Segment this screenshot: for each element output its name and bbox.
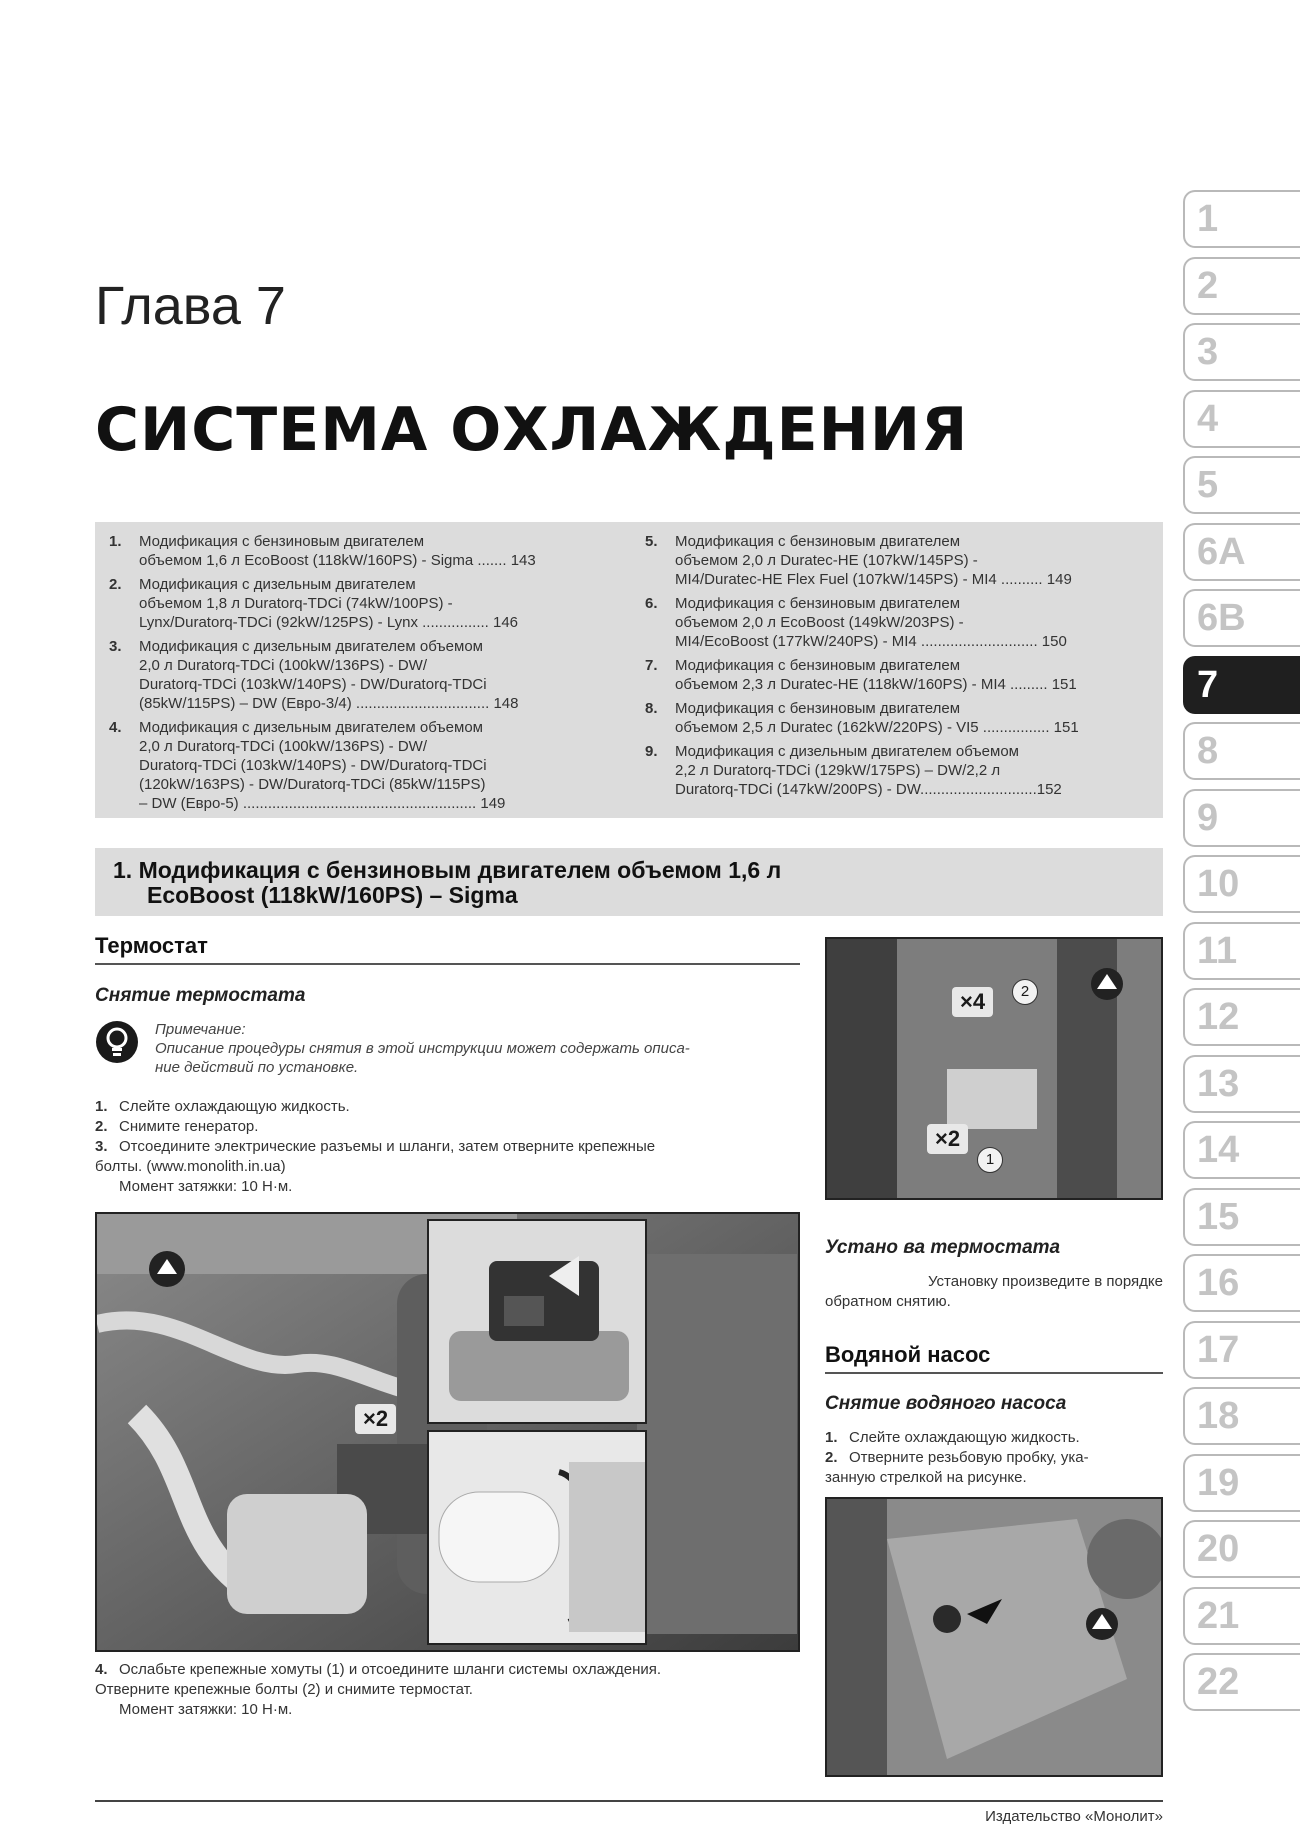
contents-box: [95, 522, 1163, 818]
contents-line: объемом 1,6 л EcoBoost (118kW/160PS) - Sigma ....... 143: [139, 552, 536, 569]
chapter-tab-21[interactable]: 21: [1183, 1587, 1300, 1645]
contents-right-column: [645, 532, 1150, 804]
contents-line: Lynx/Duratorq-TDCi (92kW/125PS) - Lynx ................ 146: [139, 614, 519, 631]
section-header: [95, 848, 1163, 916]
contents-line: (85kW/115PS) – DW (Евро-3/4) ................................ 148: [139, 695, 519, 712]
contents-line: Duratorq-TDCi (103kW/140PS) - DW/Duratorq-TDCi: [139, 757, 487, 774]
chapter-tab-18[interactable]: 18: [1183, 1387, 1300, 1445]
chapter-tab-10[interactable]: 10: [1183, 855, 1300, 913]
contents-item: 9. Модификация с дизельным двигателем объемом 2,2 л Duratorq-TDCi (129kW/175PS) – DW/2,2 л Duratorq-TDCi (147kW/200PS) - DW............................152: [645, 742, 1150, 799]
contents-line: (120kW/163PS) - DW/Duratorq-TDCi (85kW/115PS): [139, 776, 486, 793]
quantity-label-x2: ×2: [355, 1404, 396, 1434]
section-title-line2: EcoBoost (118kW/160PS) – Sigma: [147, 882, 518, 908]
chapter-tab-4[interactable]: 4: [1183, 390, 1300, 448]
contents-item: 6. Модификация с бензиновым двигателем объемом 2,0 л EcoBoost (149kW/203PS) - MI4/EcoBoost (177kW/240PS) - MI4 ............................ 150: [645, 594, 1150, 651]
contents-line: Модификация с бензиновым двигателем: [675, 657, 961, 674]
contents-left-column: [109, 532, 614, 818]
note-line-1: Описание процедуры снятия в этой инструкции может содержать описа-: [155, 1040, 690, 1057]
chapter-tab-14[interactable]: 14: [1183, 1121, 1300, 1179]
contents-line: Модификация с дизельным двигателем объемом: [139, 638, 483, 655]
step-4-continued: Отверните крепежные болты (2) и снимите термостат.: [95, 1681, 473, 1698]
contents-line: Duratorq-TDCi (147kW/200PS) - DW............................152: [675, 781, 1062, 798]
thermostat-install-text: Установку произведите в порядке обратном снятию.: [825, 1273, 1163, 1310]
thermostat-heading: Термостат: [95, 933, 800, 965]
contents-line: Модификация с бензиновым двигателем: [139, 533, 425, 550]
thermostat-engine-photo: [95, 1212, 800, 1652]
contents-line: 2,0 л Duratorq-TDCi (100kW/136PS) - DW/: [139, 657, 427, 674]
quantity-label-x4: ×4: [952, 987, 993, 1017]
chapter-tab-7[interactable]: 7: [1183, 656, 1300, 714]
water-pump-steps: [825, 1428, 1163, 1488]
chapter-tab-3[interactable]: 3: [1183, 323, 1300, 381]
pump-step-1: 1. Слейте охлаждающую жидкость.: [825, 1429, 1080, 1446]
chapter-tab-9[interactable]: 9: [1183, 789, 1300, 847]
publisher-name: Издательство «Монолит»: [985, 1808, 1163, 1825]
water-pump-heading: Водяной насос: [825, 1342, 1163, 1374]
chapter-tab-5[interactable]: 5: [1183, 456, 1300, 514]
contents-line: Модификация с бензиновым двигателем: [675, 700, 961, 717]
contents-item: 7. Модификация с бензиновым двигателем объемом 2,3 л Duratec-HE (118kW/160PS) - MI4 ......... 151: [645, 656, 1150, 694]
water-pump-removal-heading: Снятие водяного насоса: [825, 1393, 1067, 1414]
step-3: 3. Отсоедините электрические разъемы и шланги, затем отверните крепежные: [95, 1138, 656, 1155]
contents-line: Модификация с дизельным двигателем: [139, 576, 416, 593]
chapter-tab-19[interactable]: 19: [1183, 1454, 1300, 1512]
chapter-label: Глава 7: [95, 276, 286, 336]
quantity-label-x2-detail: ×2: [927, 1124, 968, 1154]
water-pump-photo: [825, 1497, 1163, 1777]
note-block: [155, 1020, 795, 1077]
contents-line: Модификация с дизельным двигателем объемом: [675, 743, 1019, 760]
thermostat-steps: [95, 1097, 800, 1197]
contents-line: объемом 2,0 л Duratec-HE (107kW/145PS) -: [675, 552, 978, 569]
chapter-tabs: [1183, 190, 1300, 1720]
contents-line: объемом 2,5 л Duratec (162kW/220PS) - VI5 ................ 151: [675, 719, 1079, 736]
note-lightbulb-icon: [95, 1020, 139, 1064]
chapter-tab-8[interactable]: 8: [1183, 722, 1300, 780]
chapter-tab-12[interactable]: 12: [1183, 988, 1300, 1046]
section-title-line1: 1. Модификация с бензиновым двигателем объемом 1,6 л: [113, 857, 782, 883]
callout-2: 2: [1012, 979, 1038, 1005]
chapter-title: СИСТЕМА ОХЛАЖДЕНИЯ: [95, 395, 969, 465]
thermostat-removal-heading: Снятие термостата: [95, 985, 306, 1006]
chapter-tab-16[interactable]: 16: [1183, 1254, 1300, 1312]
chapter-tab-17[interactable]: 17: [1183, 1321, 1300, 1379]
contents-line: Модификация с бензиновым двигателем: [675, 595, 961, 612]
pump-step-2-continued: занную стрелкой на рисунке.: [825, 1469, 1027, 1486]
contents-item: 8. Модификация с бензиновым двигателем объемом 2,5 л Duratec (162kW/220PS) - VI5 ................ 151: [645, 699, 1150, 737]
footer-rule: [95, 1800, 1163, 1802]
pump-step-2: 2. Отверните резьбовую пробку, ука-: [825, 1449, 1089, 1466]
contents-line: Duratorq-TDCi (103kW/140PS) - DW/Duratorq-TDCi: [139, 676, 487, 693]
contents-line: объемом 2,0 л EcoBoost (149kW/203PS) -: [675, 614, 964, 631]
step-1: 1. Слейте охлаждающую жидкость.: [95, 1098, 350, 1115]
chapter-tab-11[interactable]: 11: [1183, 922, 1300, 980]
contents-line: MI4/Duratec-HE Flex Fuel (107kW/145PS) - MI4 .......... 149: [675, 571, 1072, 588]
note-label: Примечание:: [155, 1021, 246, 1038]
contents-item: 2. Модификация с дизельным двигателем объемом 1,8 л Duratorq-TDCi (74kW/100PS) - Lynx/Duratorq-TDCi (92kW/125PS) - Lynx ................ 146: [109, 575, 614, 632]
chapter-tab-13[interactable]: 13: [1183, 1055, 1300, 1113]
thermostat-install-heading: Устано ва термостата: [825, 1237, 1061, 1258]
contents-line: 2,0 л Duratorq-TDCi (100kW/136PS) - DW/: [139, 738, 427, 755]
contents-line: – DW (Евро-5) ........................................................ 149: [139, 795, 506, 812]
contents-line: 2,2 л Duratorq-TDCi (129kW/175PS) – DW/2,2 л: [675, 762, 1001, 779]
chapter-tab-1[interactable]: 1: [1183, 190, 1300, 248]
contents-item: 4. Модификация с дизельным двигателем объемом 2,0 л Duratorq-TDCi (100kW/136PS) - DW/ Duratorq-TDCi (103kW/140PS) - DW/Duratorq-TDCi (120kW/163PS) - DW/Duratorq-TDCi (85kW/115PS) – DW (Евро-5) ........................................................ 149: [109, 718, 614, 813]
hose-clamp-inset: [427, 1430, 647, 1645]
thermostat-step-4: 4. Ослабьте крепежные хомуты (1) и отсоедините шланги системы охлаждения. Отверните крепежные болты (2) и снимите термостат. Момент затяжки: 10 Н·м.: [95, 1660, 800, 1720]
note-line-2: ние действий по установке.: [155, 1059, 359, 1076]
callout-1: 1: [977, 1147, 1003, 1173]
contents-line: MI4/EcoBoost (177kW/240PS) - MI4 ............................ 150: [675, 633, 1067, 650]
contents-line: объемом 1,8 л Duratorq-TDCi (74kW/100PS) -: [139, 595, 453, 612]
contents-line: объемом 2,3 л Duratec-HE (118kW/160PS) - MI4 ......... 151: [675, 676, 1077, 693]
thermostat-detail-photo: [825, 937, 1163, 1200]
chapter-tab-2[interactable]: 2: [1183, 257, 1300, 315]
chapter-tab-6b[interactable]: 6B: [1183, 589, 1300, 647]
torque-spec-1: Момент затяжки: 10 Н·м.: [119, 1178, 293, 1195]
contents-item: 5. Модификация с бензиновым двигателем объемом 2,0 л Duratec-HE (107kW/145PS) - MI4/Duratec-HE Flex Fuel (107kW/145PS) - MI4 .......... 149: [645, 532, 1150, 589]
step-2: 2. Снимите генератор.: [95, 1118, 259, 1135]
connector-inset: [427, 1219, 647, 1424]
contents-item: 3. Модификация с дизельным двигателем объемом 2,0 л Duratorq-TDCi (100kW/136PS) - DW/ Duratorq-TDCi (103kW/140PS) - DW/Duratorq-TDCi (85kW/115PS) – DW (Евро-3/4) ................................ 148: [109, 637, 614, 713]
contents-line: Модификация с дизельным двигателем объемом: [139, 719, 483, 736]
torque-spec-2: Момент затяжки: 10 Н·м.: [119, 1701, 293, 1718]
contents-line: Модификация с бензиновым двигателем: [675, 533, 961, 550]
chapter-tab-6a[interactable]: 6A: [1183, 523, 1300, 581]
chapter-tab-20[interactable]: 20: [1183, 1520, 1300, 1578]
chapter-tab-22[interactable]: 22: [1183, 1653, 1300, 1711]
chapter-tab-15[interactable]: 15: [1183, 1188, 1300, 1246]
contents-item: 1. Модификация с бензиновым двигателем объемом 1,6 л EcoBoost (118kW/160PS) - Sigma ....... 143: [109, 532, 614, 570]
step-3-continued: болты. (www.monolith.in.ua): [95, 1158, 286, 1175]
